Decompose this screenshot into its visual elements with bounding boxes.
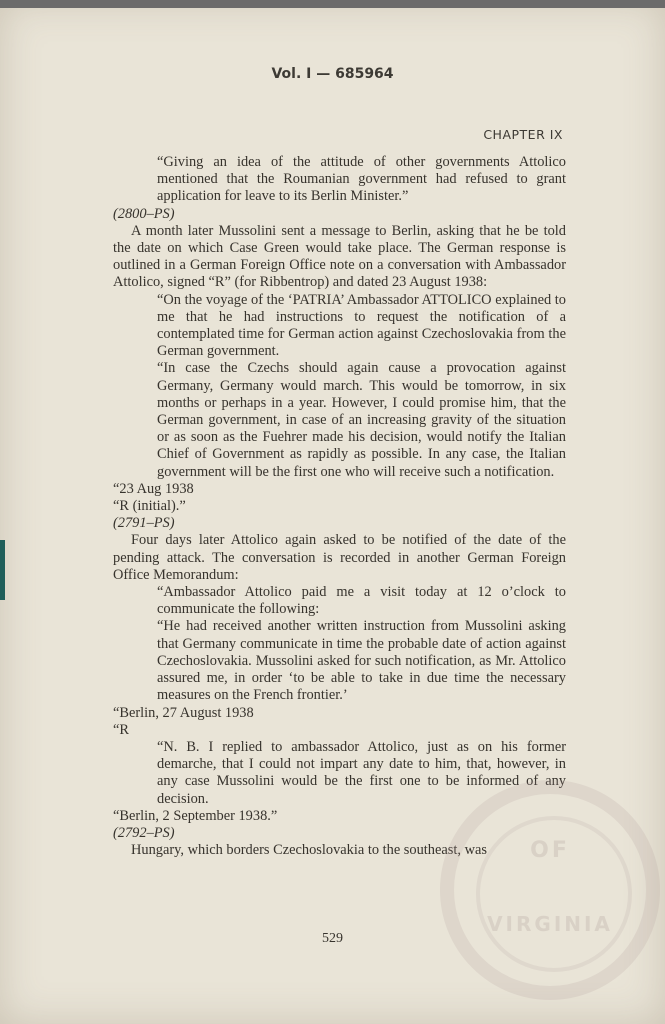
signature-line: “R: [113, 721, 129, 738]
volume-header: Vol. I — 685964: [271, 66, 394, 82]
citation: (2791–PS): [113, 515, 175, 532]
quote-paragraph: “Giving an idea of the attitude of other governments Attolico mentioned that the Roumanian government had refused to grant application for leave to its Berlin Minister.”: [157, 154, 566, 205]
paragraph: Hungary, which borders Czechoslovakia to the southeast, was: [131, 842, 487, 859]
body-text: [113, 154, 566, 859]
signature-line: “Berlin, 2 September 1938.”: [113, 807, 278, 824]
citation: (2792–PS): [113, 824, 175, 841]
signature-line: “R (initial).”: [113, 498, 186, 515]
stamp-text-top: OF: [530, 838, 570, 863]
quote-paragraph: “He had received another written instruction from Mussolini asking that Germany communicate in time the probable date of action against Czechoslovakia. Mussolini asked for such notification, as Mr. Attolico assured me, in order ‘to be able to take in due time the necessary measures on the French frontier.’: [157, 618, 566, 704]
citation: (2800–PS): [113, 205, 175, 222]
signature-line: “Berlin, 27 August 1938: [113, 704, 254, 721]
quote-paragraph: “Ambassador Attolico paid me a visit today at 12 o’clock to communicate the following:: [157, 584, 566, 618]
quote-paragraph: “On the voyage of the ‘PATRIA’ Ambassador ATTOLICO explained to me that he had instructions to request the notification of a contemplated time for German action against Czechoslovakia from the German government.: [157, 291, 566, 360]
quote-paragraph: “N. B. I replied to ambassador Attolico, just as on his former demarche, that I could not impart any date to him, that, however, in any case Mussolini would be the first one to be informed of any decision.: [157, 738, 566, 807]
chapter-heading: CHAPTER IX: [483, 127, 563, 142]
scan-top-edge: [0, 0, 665, 8]
paragraph: Four days later Attolico again asked to be notified of the date of the pending attack. The conversation is recorded in another German Foreign Office Memorandum:: [113, 532, 566, 583]
page-number: 529: [322, 931, 343, 946]
stamp-text-bottom: VIRGINIA: [487, 912, 613, 936]
paragraph: A month later Mussolini sent a message to Berlin, asking that he be told the date on which Case Green would take place. The German response is outlined in a German Foreign Office note on a conversation with Ambassador Attolico, signed “R” (for Ribbentrop) and dated 23 August 1938:: [113, 222, 566, 291]
signature-line: “23 Aug 1938: [113, 480, 194, 497]
scan-left-tab: [0, 540, 5, 600]
quote-paragraph: “In case the Czechs should again cause a provocation against Germany, Germany would march. This would be tomorrow, in six months or perhaps in a year. However, I could promise him, that the German government, in case of an increasing gravity of the situation or as soon as the Fuehrer made his decision, would notify the Italian Chief of Government as rapidly as possible. In any case, the Italian government will be the first one who will receive such a notification.: [157, 360, 566, 480]
